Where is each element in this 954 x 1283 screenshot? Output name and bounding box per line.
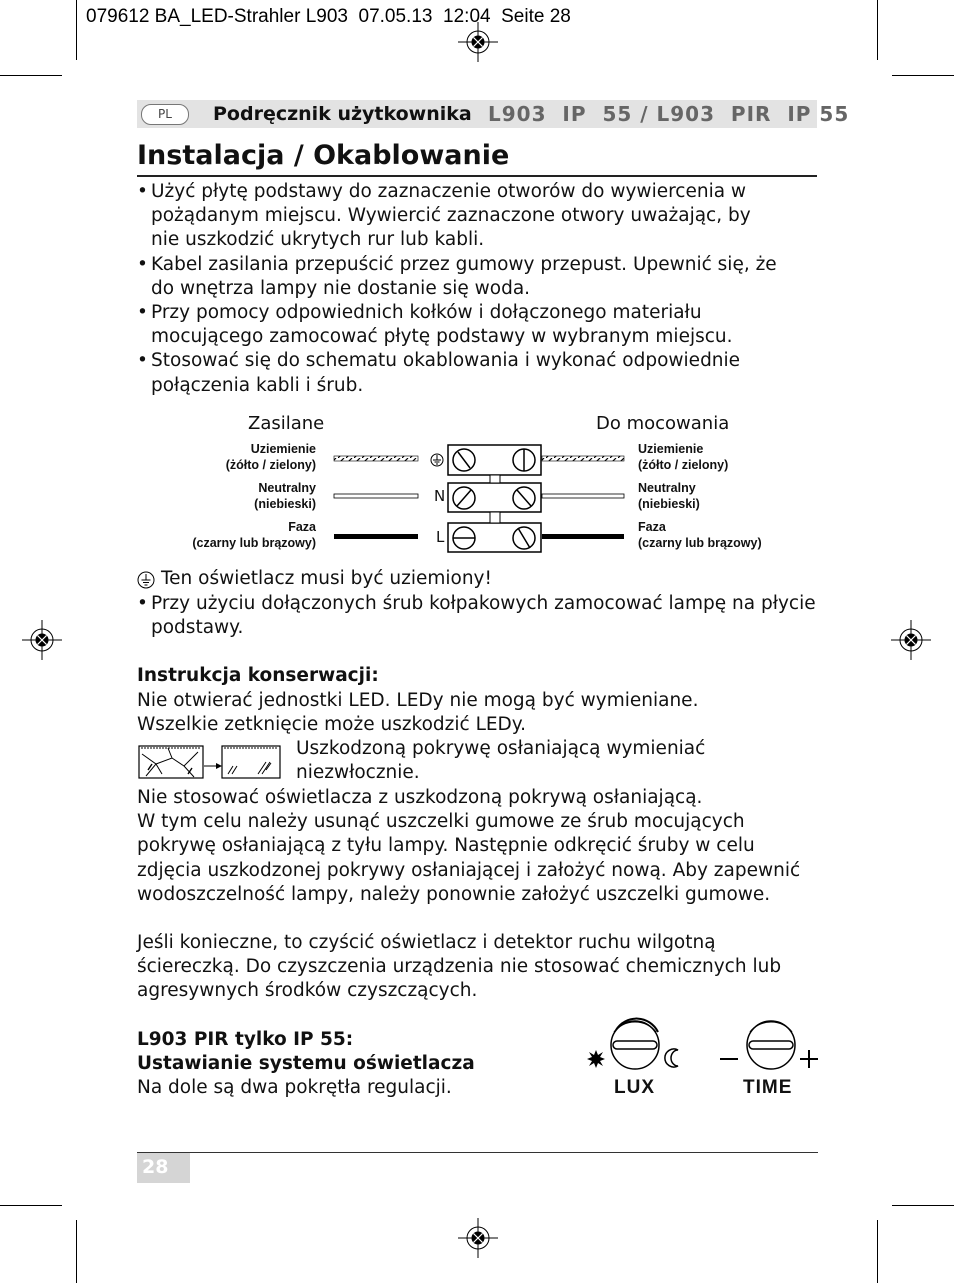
- crop-mark: [0, 1205, 62, 1206]
- divider: [137, 175, 817, 177]
- footer-divider: [137, 1152, 818, 1153]
- list-item: • Użyć płytę podstawy do zaznaczenie otworów do wywiercenia w pożądanym miejscu. Wywiercić zaznaczone otwory uważając, by nie uszkodzić ukrytych rur lub kabli.: [137, 180, 777, 253]
- maintenance-line: Nie otwierać jednostki LED. LEDy nie mogą być wymieniane.: [137, 690, 699, 711]
- registration-mark-icon: [22, 620, 62, 660]
- cover-text: niezwłocznie.: [296, 762, 420, 783]
- language-badge: PL: [141, 104, 189, 125]
- wire-label-earth-left: Uziemienie (żółto / zielony): [225, 442, 316, 472]
- cover-text: Uszkodzoną pokrywę osłaniającą wymieniać: [296, 738, 706, 759]
- time-knob-icon: [716, 1010, 826, 1080]
- list-item: • Przy pomocy odpowiednich kołków i dołączonego materiału mocującego zamocować płytę podstawy w wybranym miejscu.: [137, 301, 777, 349]
- cleaning-paragraph: Jeśli konieczne, to czyścić oświetlacz i detektor ruchu wilgotną ściereczką. Do czyszczenia urządzenia nie stosować chemicznych lub agresywnych środków czyszczących.: [137, 932, 782, 1002]
- wire-label-neutral-left: Neutralny (niebieski): [254, 481, 316, 511]
- list-item: • Stosować się do schematu okablowania i wykonać odpowiednie połączenia kabli i śrub.: [137, 349, 777, 397]
- maintenance-line: Wszelkie zetknięcie może uszkodzić LEDy.: [137, 714, 526, 735]
- registration-mark-icon: [458, 1218, 498, 1258]
- crop-mark: [76, 1220, 77, 1283]
- crop-mark: [0, 75, 62, 76]
- lux-label: LUX: [614, 1077, 655, 1098]
- mounting-steps: [137, 592, 817, 640]
- lux-knob-icon: [584, 1010, 694, 1080]
- earth-icon: [137, 571, 155, 589]
- registration-mark-icon: [458, 22, 498, 62]
- wire-label-earth-right: Uziemienie (żółto / zielony): [638, 442, 729, 472]
- section-title: Instalacja / Okablowanie: [137, 140, 510, 171]
- page-number: 28: [137, 1153, 190, 1183]
- time-label: TIME: [743, 1077, 793, 1098]
- crop-mark: [892, 1205, 954, 1206]
- wire-label-neutral-right: Neutralny (niebieski): [638, 481, 700, 511]
- earth-note: Ten oświetlacz musi być uziemiony!: [161, 568, 492, 589]
- manual-title: Podręcznik użytkownika: [213, 103, 472, 125]
- crop-mark: [892, 75, 954, 76]
- print-header: 079612 BA_LED-Strahler L903 07.05.13 12:04 Seite 28: [86, 6, 571, 27]
- crop-mark: [877, 1220, 878, 1283]
- cover-replacement-icon: [138, 744, 284, 782]
- list-item: • Kabel zasilania przepuścić przez gumowy przepust. Upewnić się, że do wnętrza lampy nie dostanie się woda.: [137, 253, 777, 301]
- wire-label-phase-left: Faza (czarny lub brązowy): [192, 520, 316, 550]
- crop-mark: [76, 0, 77, 60]
- terminal-label-n: N: [434, 487, 446, 505]
- wiring-right-title: Do mocowania: [596, 413, 730, 434]
- pir-subheading: Ustawianie systemu oświetlacza: [137, 1053, 475, 1074]
- maintenance-paragraph: Nie stosować oświetlacza z uszkodzoną pokrywą osłaniającą. W tym celu należy usunąć uszczelki gumowe ze śrub mocujących pokrywę osłaniającą z tyłu lampy. Następnie odkręcić śruby w celu zdjęcia uszkodzonej pokrywy osłaniającej i założyć nową. Aby zapewnić wodoszczelność lampy, należy ponownie założyć uszczelki gumowe.: [137, 787, 801, 905]
- pir-heading: L903 PIR tylko IP 55:: [137, 1029, 354, 1050]
- maintenance-heading: Instrukcja konserwacji:: [137, 665, 379, 686]
- wire-label-phase-right: Faza (czarny lub brązowy): [638, 520, 762, 550]
- pir-text: Na dole są dwa pokrętła regulacji.: [137, 1077, 452, 1098]
- crop-mark: [877, 0, 878, 60]
- registration-mark-icon: [891, 620, 931, 660]
- terminal-block-diagram: [330, 440, 630, 555]
- install-steps: [137, 180, 777, 398]
- model-label: L903 IP 55 / L903 PIR IP 55: [488, 102, 850, 126]
- wiring-left-title: Zasilane: [248, 413, 325, 434]
- list-item: • Przy użyciu dołączonych śrub kołpakowych zamocować lampę na płycie podstawy.: [137, 592, 817, 640]
- terminal-label-l: L: [436, 528, 445, 546]
